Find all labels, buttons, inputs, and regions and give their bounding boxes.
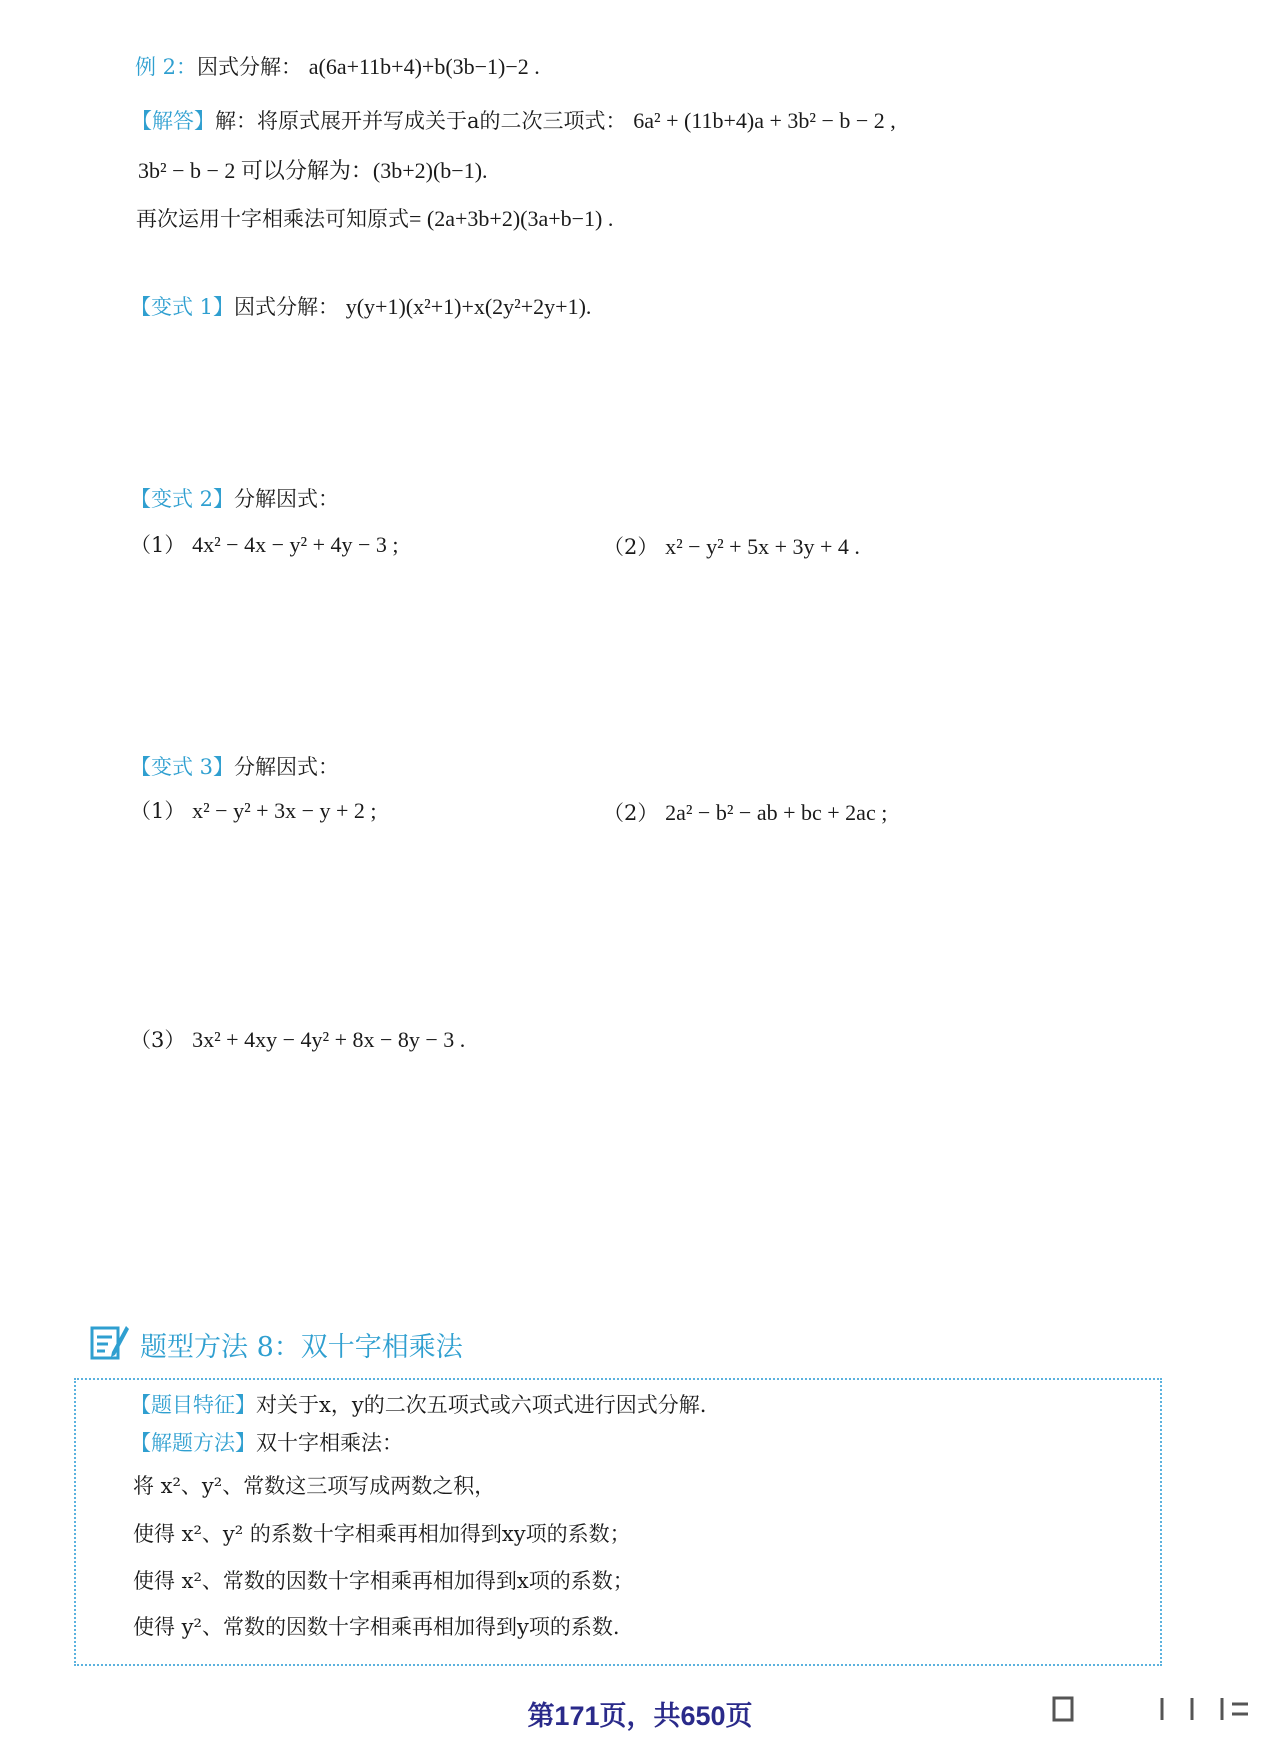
variant1-line [130,292,591,322]
answer-tag: 【解答】 [131,109,215,133]
variant2-item-2 [603,532,860,562]
page-footer: 第171页，共650页 [527,1701,753,1731]
method-step-4: 使得 y²、常数的因数十字相乘再相加得到y项的系数. [133,1615,620,1639]
answer-line-1 [131,106,896,136]
example-expression: a(6a+11b+4)+b(3b−1)−2 . [308,54,540,79]
answer-line-1-text: 解：将原式展开并写成关于a的二次三项式： [215,109,627,133]
variant1-tag: 【变式 1】 [130,295,235,319]
variant1-prompt: 因式分解： [234,295,340,319]
variant3-prompt: 分解因式： [234,755,340,779]
item-number: （1） [130,533,186,557]
example-label: 例 2： [135,55,198,79]
item-expression: x² − y² + 5x + 3y + 4 . [665,534,860,559]
item-number: （2） [603,801,659,825]
scan-mark-icon [1052,1694,1252,1724]
item-expression: 2a² − b² − ab + bc + 2ac ; [665,800,888,825]
method-title-text: 题型方法 8：双十字相乘法 [140,1331,463,1363]
edit-note-icon [90,1322,130,1367]
answer-line-2: 3b² − b − 2 可以分解为：(3b+2)(b−1). [138,158,488,183]
method-step-1: 将 x²、y²、常数这三项写成两数之积， [133,1474,496,1498]
variant2-heading [130,484,339,514]
item-number: （1） [130,799,186,823]
method-title [90,1324,463,1364]
example-prompt: 因式分解： [197,55,303,79]
item-expression: 3x² + 4xy − 4y² + 8x − 8y − 3 . [192,1027,466,1052]
variant3-tag: 【变式 3】 [130,755,235,779]
variant2-prompt: 分解因式： [234,487,340,511]
variant2-item-1 [130,530,399,560]
item-number: （2） [603,535,659,559]
solution-text: 双十字相乘法： [256,1431,403,1455]
item-expression: x² − y² + 3x − y + 2 ; [192,798,377,823]
answer-line-3 [136,204,613,234]
item-number: （3） [130,1028,186,1052]
feature-text: 对关于x，y的二次五项式或六项式进行因式分解. [256,1393,707,1417]
example-line [135,52,540,82]
item-expression: 4x² − 4x − y² + 4y − 3 ; [192,532,399,557]
variant1-expression: y(y+1)(x²+1)+x(2y²+2y+1). [345,294,592,319]
variant3-item-3 [130,1025,465,1055]
method-solution [130,1428,403,1458]
solution-tag: 【解题方法】 [130,1431,256,1455]
method-step-2: 使得 x²、y² 的系数十字相乘再相加得到xy项的系数； [133,1522,631,1546]
variant3-item-2 [603,798,887,828]
variant3-item-1 [130,796,377,826]
answer-line-1-expression: 6a² + (11b+4)a + 3b² − b − 2 , [633,108,896,133]
variant2-tag: 【变式 2】 [130,487,235,511]
answer-line-3-text: 再次运用十字相乘法可知原式 [136,207,409,231]
answer-line-3-expression: = (2a+3b+2)(3a+b−1) . [409,206,614,231]
feature-tag: 【题目特征】 [130,1393,256,1417]
variant3-heading [130,752,339,782]
method-feature [130,1390,706,1420]
method-step-3: 使得 x²、常数的因数十字相乘再相加得到x项的系数； [133,1569,634,1593]
